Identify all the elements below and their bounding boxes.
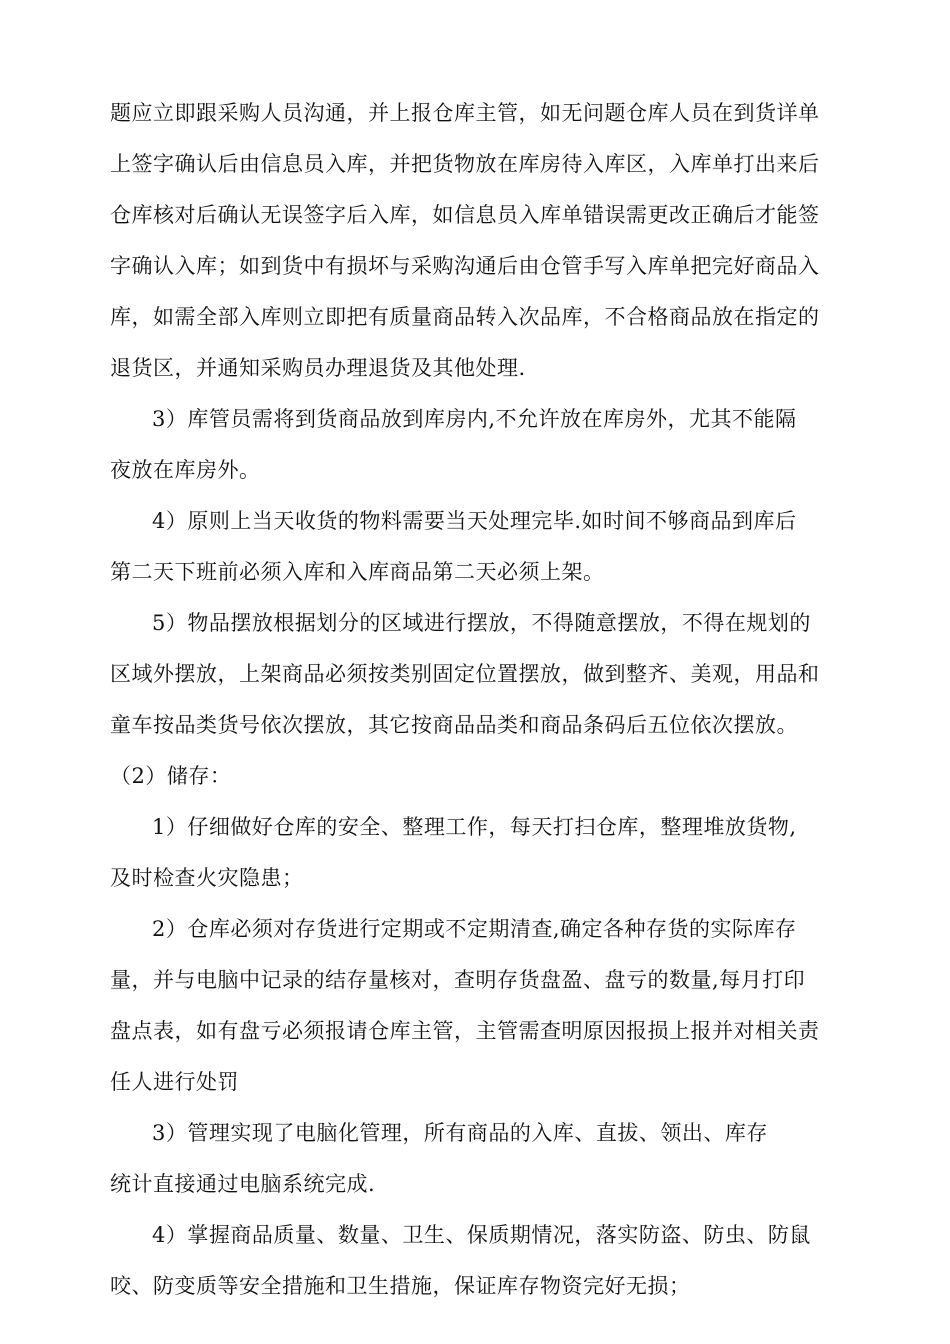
text-line: 3）库管员需将到货商品放到库房内,不允许放在库房外，尤其不能隔 [152,407,797,431]
text-line: 库，如需全部入库则立即把有质量商品转入次品库，不合格商品放在指定的 [110,305,820,329]
text-line: 量，并与电脑中记录的结存量核对，查明存货盘盈、盘亏的数量,每月打印 [110,968,806,992]
paragraph-storage-item-4 [110,1210,850,1312]
paragraph-storage-item-1 [110,802,850,904]
text-line: 任人进行处罚 [110,1070,239,1094]
text-line: 盘点表，如有盘亏必须报请仓库主管，主管需查明原因报损上报并对相关责 [110,1019,820,1043]
paragraph-storage-item-2 [110,904,850,1108]
text-line: 退货区，并通知采购员办理退货及其他处理. [110,356,526,380]
paragraph-item-4 [110,496,850,598]
section-heading-storage [110,751,850,802]
document-body [110,88,850,1312]
text-line: 题应立即跟采购人员沟通，并上报仓库主管，如无问题仓库人员在到货详单 [110,101,820,125]
text-line: 上签字确认后由信息员入库，并把货物放在库房待入库区，入库单打出来后 [110,152,820,176]
text-line: 4）掌握商品质量、数量、卫生、保质期情况，落实防盗、防虫、防鼠 [152,1223,811,1247]
paragraph-item-3 [110,394,850,496]
text-line: 第二天下班前必须入库和入库商品第二天必须上架。 [110,560,605,584]
text-line: 统计直接通过电脑系统完成. [110,1172,376,1196]
text-line: 字确认入库；如到货中有损坏与采购沟通后由仓管手写入库单把完好商品入 [110,254,820,278]
text-line: 3）管理实现了电脑化管理，所有商品的入库、直拔、领出、库存 [152,1121,768,1145]
text-line: （2）储存： [110,764,232,788]
text-line: 4）原则上当天收货的物料需要当天处理完毕.如时间不够商品到库后 [152,509,797,533]
paragraph-item-5 [110,598,850,751]
text-line: 夜放在库房外。 [110,458,261,482]
text-line: 仓库核对后确认无误签字后入库，如信息员入库单错误需更改正确后才能签 [110,203,820,227]
text-line: 1）仔细做好仓库的安全、整理工作，每天打扫仓库，整理堆放货物, [152,815,797,839]
paragraph-storage-item-3 [110,1108,850,1210]
text-line: 及时检查火灾隐患； [110,866,304,890]
text-line: 区域外摆放，上架商品必须按类别固定位置摆放，做到整齐、美观，用品和 [110,662,820,686]
text-line: 童车按品类货号依次摆放，其它按商品品类和商品条码后五位依次摆放。 [110,713,798,737]
text-line: 咬、防变质等安全措施和卫生措施，保证库存物资完好无损； [110,1274,691,1298]
text-line: 2）仓库必须对存货进行定期或不定期清查,确定各种存货的实际库存 [152,917,797,941]
paragraph-receiving-continued [110,88,850,394]
text-line: 5）物品摆放根据划分的区域进行摆放，不得随意摆放，不得在规划的 [152,611,811,635]
